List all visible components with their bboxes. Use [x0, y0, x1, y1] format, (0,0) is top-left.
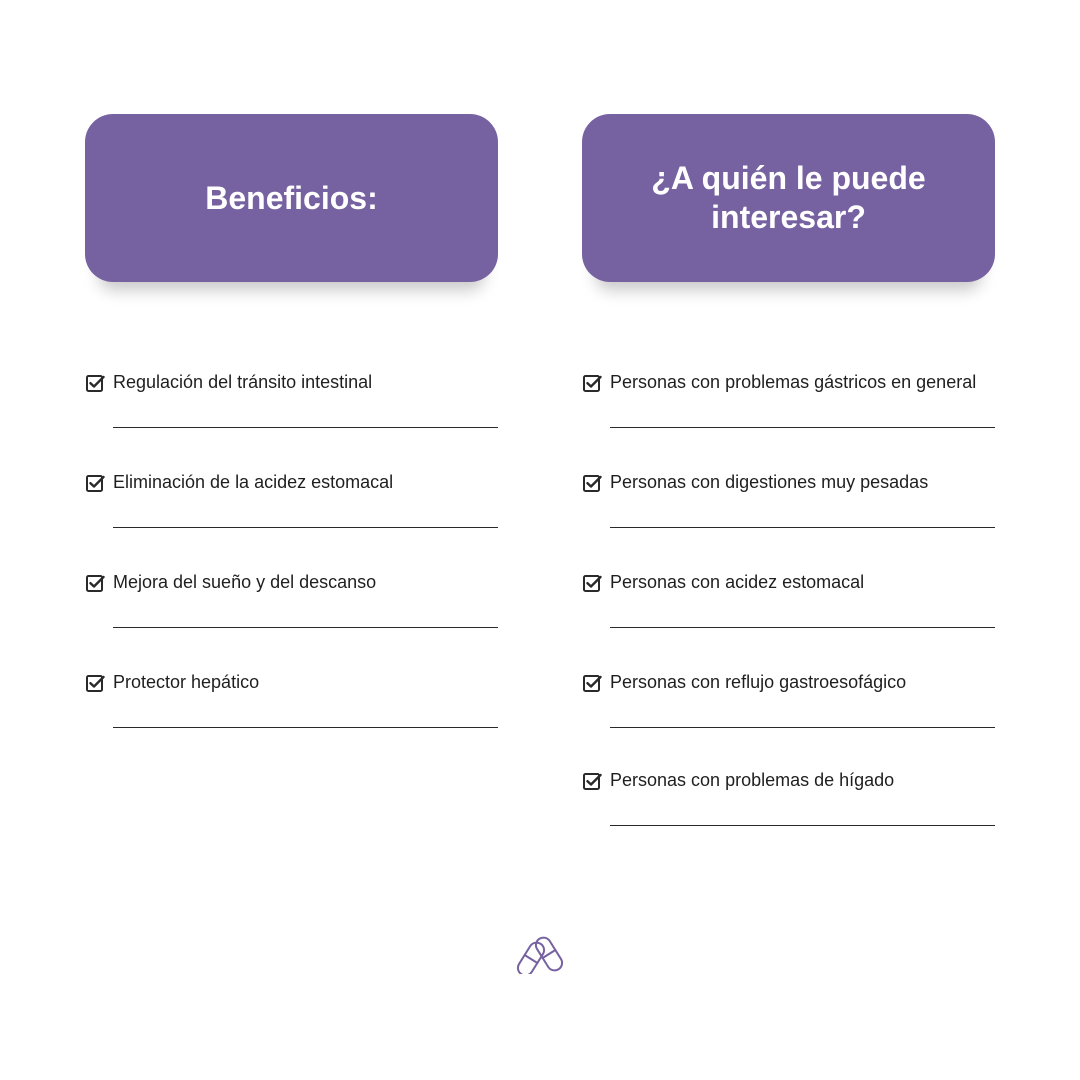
benefit-label: Protector hepático: [113, 672, 260, 692]
list-item: [85, 568, 505, 668]
audience-title: ¿A quién le puede interesar?: [651, 160, 926, 235]
checkbox-checked-icon: [582, 573, 602, 593]
audience-label: Personas con problemas gástricos en general: [610, 372, 977, 392]
list-item: [582, 668, 1002, 766]
checkbox-checked-icon: [85, 573, 105, 593]
benefit-label: Mejora del sueño y del descanso: [113, 572, 377, 592]
list-item: [582, 368, 1002, 468]
checkbox-checked-icon: [85, 673, 105, 693]
divider: [610, 727, 995, 728]
audience-label: Personas con reflujo gastroesofágico: [610, 672, 907, 692]
benefits-list: [85, 368, 505, 768]
benefits-title: Beneficios:: [205, 179, 378, 216]
benefits-header-card: [85, 114, 498, 282]
audience-label: Personas con problemas de hígado: [610, 770, 895, 790]
audience-list: [582, 368, 1002, 866]
checkbox-checked-icon: [582, 771, 602, 791]
divider: [610, 825, 995, 826]
capsule-logo-icon: [514, 932, 566, 974]
list-item: [85, 368, 505, 468]
checkbox-checked-icon: [582, 673, 602, 693]
checkbox-checked-icon: [582, 373, 602, 393]
benefit-label: Regulación del tránsito intestinal: [113, 372, 373, 392]
checkbox-checked-icon: [85, 473, 105, 493]
divider: [113, 627, 498, 628]
divider: [610, 527, 995, 528]
divider: [113, 427, 498, 428]
audience-header-card: [582, 114, 995, 282]
audience-label: Personas con digestiones muy pesadas: [610, 472, 929, 492]
divider: [610, 427, 995, 428]
checkbox-checked-icon: [582, 473, 602, 493]
list-item: [582, 568, 1002, 668]
benefit-label: Eliminación de la acidez estomacal: [113, 472, 394, 492]
divider: [113, 727, 498, 728]
list-item: [85, 668, 505, 768]
list-item: [582, 766, 1002, 866]
list-item: [85, 468, 505, 568]
checkbox-checked-icon: [85, 373, 105, 393]
list-item: [582, 468, 1002, 568]
divider: [610, 627, 995, 628]
divider: [113, 527, 498, 528]
audience-label: Personas con acidez estomacal: [610, 572, 865, 592]
